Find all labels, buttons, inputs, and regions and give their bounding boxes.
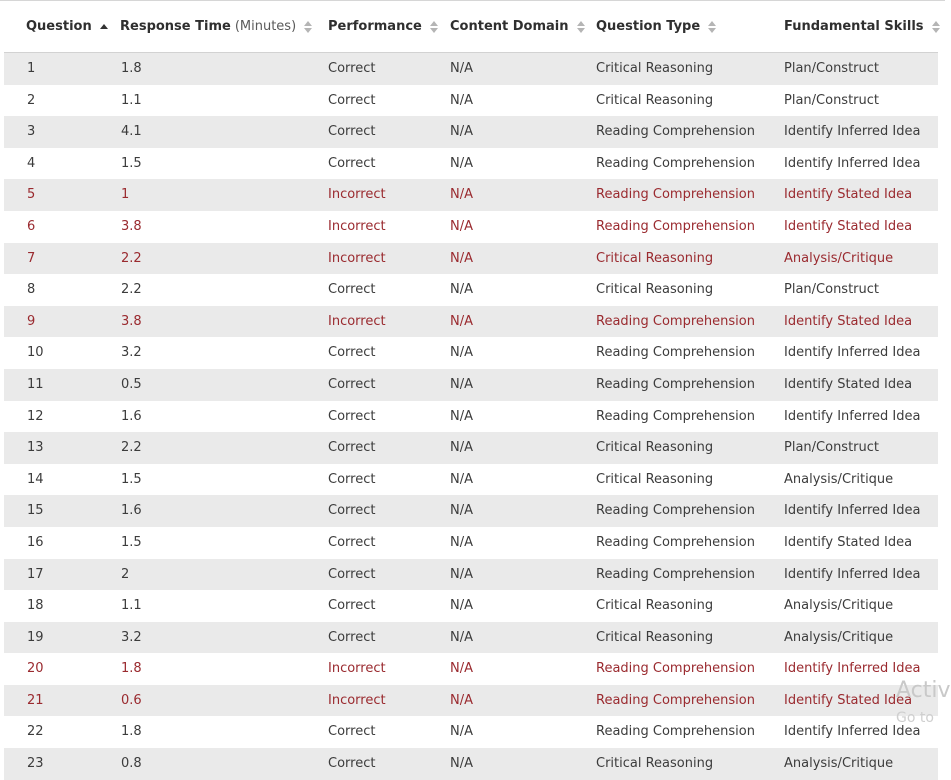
cell-question: 3 [27,124,36,140]
cell-performance: Correct [328,724,376,740]
cell-question-type: Reading Comprehension [596,124,755,140]
table-row[interactable] [4,243,938,275]
cell-content-domain: N/A [450,724,473,740]
sort-ascending-icon[interactable] [100,21,108,33]
cell-content-domain: N/A [450,471,473,487]
cell-performance: Incorrect [328,692,386,708]
cell-content-domain: N/A [450,692,473,708]
cell-content-domain: N/A [450,756,473,772]
cell-response-time: 0.5 [121,376,142,392]
cell-performance: Correct [328,598,376,614]
cell-content-domain: N/A [450,92,473,108]
cell-question: 4 [27,155,36,171]
cell-question-type: Reading Comprehension [596,692,755,708]
cell-response-time: 2 [121,566,130,582]
column-header-performance[interactable] [328,1,438,52]
cell-content-domain: N/A [450,503,473,519]
cell-content-domain: N/A [450,534,473,550]
cell-question: 22 [27,724,44,740]
cell-fundamental-skill: Analysis/Critique [784,756,894,772]
cell-content-domain: N/A [450,629,473,645]
cell-question-type: Reading Comprehension [596,408,755,424]
cell-question: 19 [27,629,44,645]
table-row[interactable] [4,369,938,401]
cell-performance: Correct [328,566,376,582]
cell-performance: Correct [328,61,376,76]
cell-response-time: 1.8 [121,661,142,677]
cell-content-domain: N/A [450,408,473,424]
cell-question-type: Reading Comprehension [596,661,755,677]
cell-question-type: Reading Comprehension [596,503,755,519]
cell-question-type: Critical Reasoning [596,282,714,298]
cell-question-type: Reading Comprehension [596,376,755,392]
cell-question-type: Reading Comprehension [596,187,755,203]
cell-fundamental-skill: Plan/Construct [784,282,880,298]
cell-performance: Correct [328,471,376,487]
cell-question-type: Critical Reasoning [596,92,714,108]
cell-question: 14 [27,471,44,487]
table-row[interactable] [4,559,938,591]
cell-response-time: 1 [121,187,130,203]
cell-performance: Correct [328,440,376,456]
cell-fundamental-skill: Identify Stated Idea [784,187,913,203]
cell-performance: Incorrect [328,313,386,329]
cell-question: 6 [27,218,36,234]
cell-content-domain: N/A [450,313,473,329]
cell-response-time: 1.5 [121,155,142,171]
cell-response-time: 1.1 [121,92,142,108]
table-row[interactable] [4,685,938,717]
table-body [4,53,938,780]
cell-performance: Correct [328,503,376,519]
cell-fundamental-skill: Identify Stated Idea [784,376,913,392]
cell-performance: Correct [328,124,376,140]
cell-fundamental-skill: Analysis/Critique [784,598,894,614]
cell-content-domain: N/A [450,598,473,614]
table-row[interactable] [4,590,938,622]
cell-response-time: 1.6 [121,503,142,519]
cell-fundamental-skill: Analysis/Critique [784,629,894,645]
column-header-question[interactable] [26,1,108,52]
cell-question: 18 [27,598,44,614]
sort-icon[interactable] [304,21,312,33]
cell-content-domain: N/A [450,124,473,140]
cell-fundamental-skill: Identify Inferred Idea [784,661,921,677]
cell-question: 15 [27,503,44,519]
table-row[interactable] [4,306,938,338]
cell-fundamental-skill: Identify Stated Idea [784,218,913,234]
cell-question: 9 [27,313,36,329]
cell-fundamental-skill: Plan/Construct [784,61,880,76]
cell-fundamental-skill: Identify Inferred Idea [784,724,921,740]
column-header-fundamental-skills[interactable] [784,1,940,52]
watermark-line-1: Activ [896,678,951,703]
table-row[interactable] [4,716,938,748]
cell-question: 20 [27,661,44,677]
table-row[interactable] [4,464,938,496]
cell-response-time: 2.2 [121,440,142,456]
cell-question-type: Reading Comprehension [596,155,755,171]
cell-fundamental-skill: Identify Inferred Idea [784,155,921,171]
column-header-content-domain[interactable] [450,1,585,52]
cell-response-time: 1.5 [121,534,142,550]
cell-question-type: Reading Comprehension [596,566,755,582]
cell-content-domain: N/A [450,661,473,677]
cell-question: 10 [27,345,44,361]
cell-question: 13 [27,440,44,456]
cell-response-time: 2.2 [121,250,142,266]
column-header-label: Question [26,18,92,34]
table-row[interactable] [4,527,938,559]
cell-performance: Correct [328,155,376,171]
column-header-response-time[interactable] [120,1,312,52]
cell-performance: Incorrect [328,187,386,203]
cell-question: 1 [27,61,36,76]
table-row[interactable] [4,148,938,180]
table-header [4,1,938,53]
cell-fundamental-skill: Analysis/Critique [784,250,894,266]
column-header-label: Response Time [120,18,231,34]
cell-response-time: 3.2 [121,629,142,645]
cell-question-type: Critical Reasoning [596,440,714,456]
table-row[interactable] [4,748,938,780]
cell-fundamental-skill: Identify Stated Idea [784,692,913,708]
cell-performance: Incorrect [328,661,386,677]
cell-question-type: Reading Comprehension [596,313,755,329]
cell-fundamental-skill: Identify Stated Idea [784,313,913,329]
cell-question: 8 [27,282,36,298]
cell-question: 12 [27,408,44,424]
table-row[interactable] [4,401,938,433]
cell-response-time: 3.8 [121,313,142,329]
cell-response-time: 0.8 [121,756,142,772]
cell-content-domain: N/A [450,345,473,361]
cell-content-domain: N/A [450,250,473,266]
cell-response-time: 1.5 [121,471,142,487]
cell-performance: Correct [328,408,376,424]
sort-icon[interactable] [932,21,940,33]
cell-question-type: Critical Reasoning [596,250,714,266]
cell-question: 5 [27,187,36,203]
cell-question-type: Reading Comprehension [596,534,755,550]
cell-fundamental-skill: Identify Inferred Idea [784,503,921,519]
sort-icon[interactable] [430,21,438,33]
cell-content-domain: N/A [450,440,473,456]
cell-question-type: Critical Reasoning [596,61,714,76]
cell-content-domain: N/A [450,155,473,171]
cell-fundamental-skill: Identify Inferred Idea [784,566,921,582]
cell-performance: Correct [328,629,376,645]
column-header-question-type[interactable] [596,1,716,52]
watermark-line-2: Go to [896,710,934,726]
cell-question-type: Critical Reasoning [596,471,714,487]
table-row[interactable] [4,85,938,117]
cell-fundamental-skill: Analysis/Critique [784,471,894,487]
cell-question: 21 [27,692,44,708]
cell-response-time: 0.6 [121,692,142,708]
column-header-label: Question Type [596,18,701,34]
cell-response-time: 2.2 [121,282,142,298]
cell-performance: Incorrect [328,218,386,234]
sort-icon[interactable] [577,21,585,33]
cell-question-type: Critical Reasoning [596,756,714,772]
table-row[interactable] [4,495,938,527]
cell-question: 11 [27,376,44,392]
cell-response-time: 3.8 [121,218,142,234]
table-row[interactable] [4,179,938,211]
column-header-label: Content Domain [450,18,569,34]
cell-question-type: Reading Comprehension [596,345,755,361]
table-row[interactable] [4,116,938,148]
cell-fundamental-skill: Identify Inferred Idea [784,124,921,140]
cell-performance: Correct [328,92,376,108]
cell-content-domain: N/A [450,187,473,203]
cell-question-type: Critical Reasoning [596,598,714,614]
cell-content-domain: N/A [450,218,473,234]
cell-content-domain: N/A [450,282,473,298]
cell-response-time: 1.8 [121,61,142,76]
table-row[interactable] [4,653,938,685]
cell-performance: Correct [328,756,376,772]
table-row[interactable] [4,274,938,306]
cell-fundamental-skill: Plan/Construct [784,440,880,456]
cell-performance: Incorrect [328,250,386,266]
cell-fundamental-skill: Identify Inferred Idea [784,345,921,361]
cell-performance: Correct [328,345,376,361]
cell-question-type: Reading Comprehension [596,218,755,234]
cell-content-domain: N/A [450,566,473,582]
column-header-label: Fundamental Skills [784,18,924,34]
table-row[interactable] [4,53,938,85]
cell-question-type: Reading Comprehension [596,724,755,740]
cell-fundamental-skill: Identify Stated Idea [784,534,913,550]
cell-response-time: 1.6 [121,408,142,424]
table-row[interactable] [4,337,938,369]
cell-content-domain: N/A [450,61,473,76]
cell-question: 2 [27,92,36,108]
cell-fundamental-skill: Plan/Construct [784,92,880,108]
table-row[interactable] [4,622,938,654]
column-header-label: Performance [328,18,422,34]
cell-performance: Correct [328,282,376,298]
sort-icon[interactable] [708,21,716,33]
cell-response-time: 4.1 [121,124,142,140]
cell-fundamental-skill: Identify Inferred Idea [784,408,921,424]
cell-performance: Correct [328,534,376,550]
cell-response-time: 1.1 [121,598,142,614]
cell-response-time: 3.2 [121,345,142,361]
column-header-unit: (Minutes) [234,18,297,34]
cell-question: 16 [27,534,44,550]
cell-performance: Correct [328,376,376,392]
cell-question: 7 [27,250,36,266]
cell-question-type: Critical Reasoning [596,629,714,645]
cell-content-domain: N/A [450,376,473,392]
cell-question: 17 [27,566,44,582]
cell-question: 23 [27,756,44,772]
table-row[interactable] [4,432,938,464]
cell-response-time: 1.8 [121,724,142,740]
table-row[interactable] [4,211,938,243]
